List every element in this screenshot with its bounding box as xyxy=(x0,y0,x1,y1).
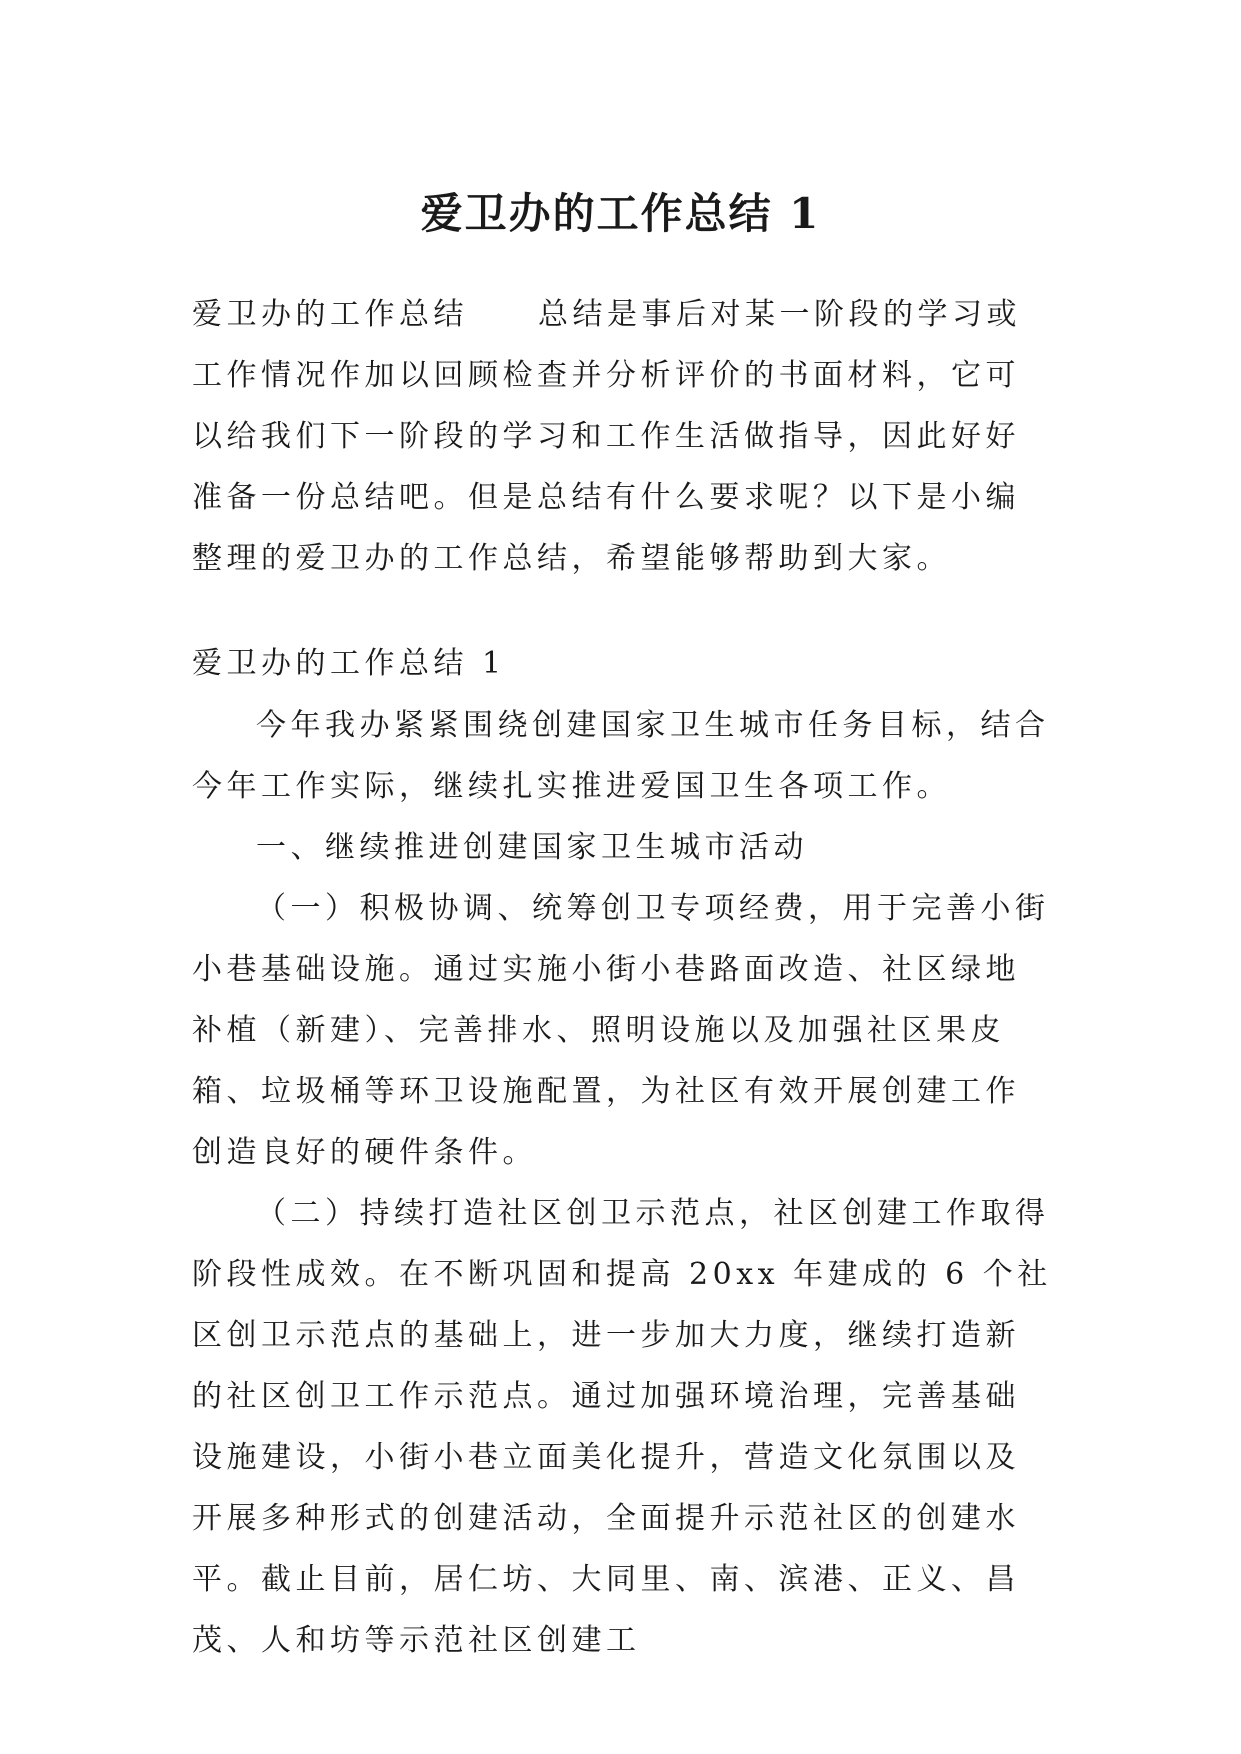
intro-text: 总结是事后对某一阶段的学习或工作情况作加以回顾检查并分析评价的书面材料，它可以给我们下一阶段的学习和工作生活做指导，因此好好准备一份总结吧。但是总结有什么要求呢？以下是小编整理的爱卫办的工作总结，希望能够帮助到大家。 xyxy=(192,297,1021,576)
section-title: 爱卫办的工作总结 1 xyxy=(192,646,506,681)
intro-paragraph xyxy=(192,284,1052,589)
section-heading-1: 一、继续推进创建国家卫生城市活动 xyxy=(256,830,808,865)
paragraph-2: （一）积极协调、统筹创卫专项经费，用于完善小街小巷基础设施。通过实施小街小巷路面改造、社区绿地补植（新建）、完善排水、照明设施以及加强社区果皮箱、垃圾桶等环卫设施配置，为社区有效开展创建工作创造良好的硬件条件。 xyxy=(192,891,1050,1170)
paragraph-3: （二）持续打造社区创卫示范点，社区创建工作取得阶段性成效。在不断巩固和提高 20xx 年建成的 6 个社区创卫示范点的基础上，进一步加大力度，继续打造新的社区创卫工作示范点。通过加强环境治理，完善基础设施建设，小街小巷立面美化提升，营造文化氛围以及开展多种形式的创建活动，全面提升示范社区的创建水平。截止目前，居仁坊、大同里、南、滨港、正义、昌茂、人和坊等示范社区创建工 xyxy=(192,1196,1052,1658)
intro-lead: 爱卫办的工作总结 xyxy=(192,297,468,332)
paragraph-1: 今年我办紧紧围绕创建国家卫生城市任务目标，结合今年工作实际，继续扎实推进爱国卫生各项工作。 xyxy=(192,708,1050,804)
document-title: 爱卫办的工作总结 1 xyxy=(420,189,821,239)
